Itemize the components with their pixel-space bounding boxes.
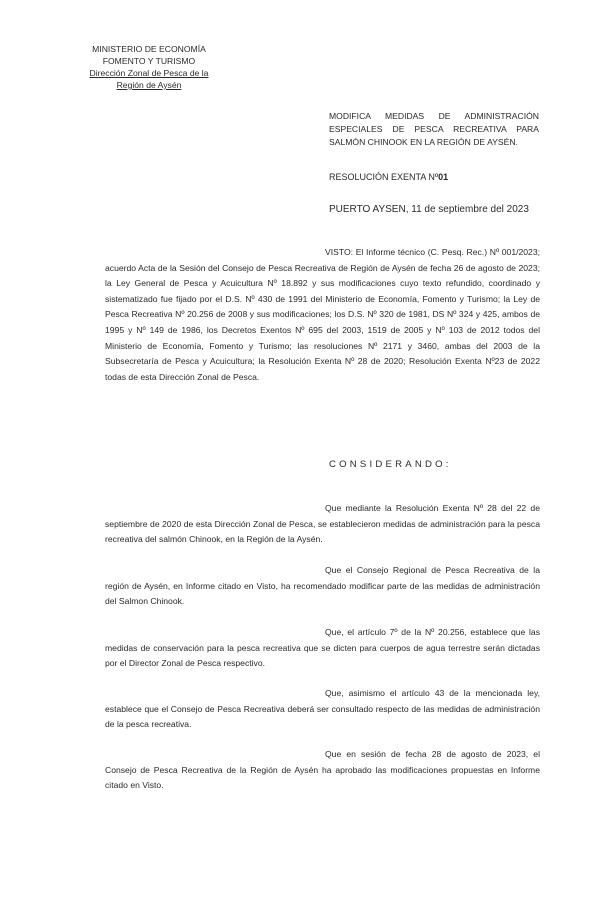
considerando-paragraph <box>105 563 540 610</box>
considerando-text: Que, el artículo 7º de la Nº 20.256, establece que las medidas de conservación para la pesca recreativa que se dicten para cuerpos de agua terrestre serán dictadas por el Director Zonal de Pesca respectivo. <box>105 627 540 669</box>
considerando-text: Que, asimismo el artículo 43 de la mencionada ley, establece que el Consejo de Pesca Recreativa deberá ser consultado respecto de las medidas de administración de la pesca recreativa. <box>105 688 540 730</box>
resolution-label: RESOLUCIÓN EXENTA Nº <box>329 172 439 182</box>
visto-paragraph <box>105 245 540 385</box>
considerando-paragraph <box>105 686 540 733</box>
office-region: Región de Aysén <box>116 80 182 90</box>
considerando-text: Que mediante la Resolución Exenta Nº 28 del 22 de septiembre de 2020 de esta Dirección Zonal de Pesca, se establecieron medidas de administración para la pesca recreativa del salmón Chinook, en la Región de la Aysén. <box>105 503 540 545</box>
considerando-text: Que en sesión de fecha 28 de agosto de 2023, el Consejo de Pesca Recreativa de la Región de Aysén ha aprobado las modificaciones propuestas en Informe citado en Visto. <box>105 749 540 791</box>
considerando-paragraph <box>105 501 540 548</box>
considerando-heading: CONSIDERANDO: <box>329 459 452 470</box>
considerando-paragraph <box>105 625 540 672</box>
resolution-number-value: 01 <box>438 172 449 182</box>
place-date: PUERTO AYSEN, 11 de septiembre del 2023 <box>329 204 529 215</box>
visto-text: VISTO: El Informe técnico (C. Pesq. Rec.) Nº 001/2023; acuerdo Acta de la Sesión del Consejo de Pesca Recreativa de Región de Aysén de fecha 26 de agosto de 2023; la Ley General de Pesca y Acuicultura Nº 18.892 y sus modificaciones cuyo texto refundido, coordinado y sistematizado fue fijado por el D.S. Nº 430 de 1991 del Ministerio de Economía, Fomento y Turismo; la Ley de Pesca Recreativa Nº 20.256 de 2008 y sus modificaciones; los D.S. Nº 320 de 1981, DS Nº 324 y 425, ambos de 1995 y Nº 149 de 1986, los Decretos Exentos Nº 695 del 2003, 1519 de 2005 y Nº 103 de 2012 todos del Ministerio de Economía, Fomento y Turismo; las resoluciones Nº 2171 y 3460, ambas del 2003 de la Subsecretaría de Pesca y Acuicultura; la Resolución Exenta Nº 28 de 2020; Resolución Exenta Nº23 de 2022 todas de esta Dirección Zonal de Pesca. <box>105 247 540 382</box>
considerando-paragraph <box>105 747 540 794</box>
issuer-header <box>84 43 214 91</box>
resolution-subject: MODIFICA MEDIDAS DE ADMINISTRACIÓN ESPECIALES DE PESCA RECREATIVA PARA SALMÓN CHINOOK EN LA REGIÓN DE AYSÉN. <box>329 111 539 147</box>
ministry-name-2: FOMENTO Y TURISMO <box>102 56 196 66</box>
considerando-text: Que el Consejo Regional de Pesca Recreativa de la región de Aysén, en Informe citado en Visto, ha recomendado modificar parte de las medidas de administración del Salmon Chinook. <box>105 565 540 607</box>
resolution-number <box>329 172 448 182</box>
office-name: Dirección Zonal de Pesca de la <box>89 68 209 78</box>
ministry-name: MINISTERIO DE ECONOMÍA <box>92 44 206 54</box>
